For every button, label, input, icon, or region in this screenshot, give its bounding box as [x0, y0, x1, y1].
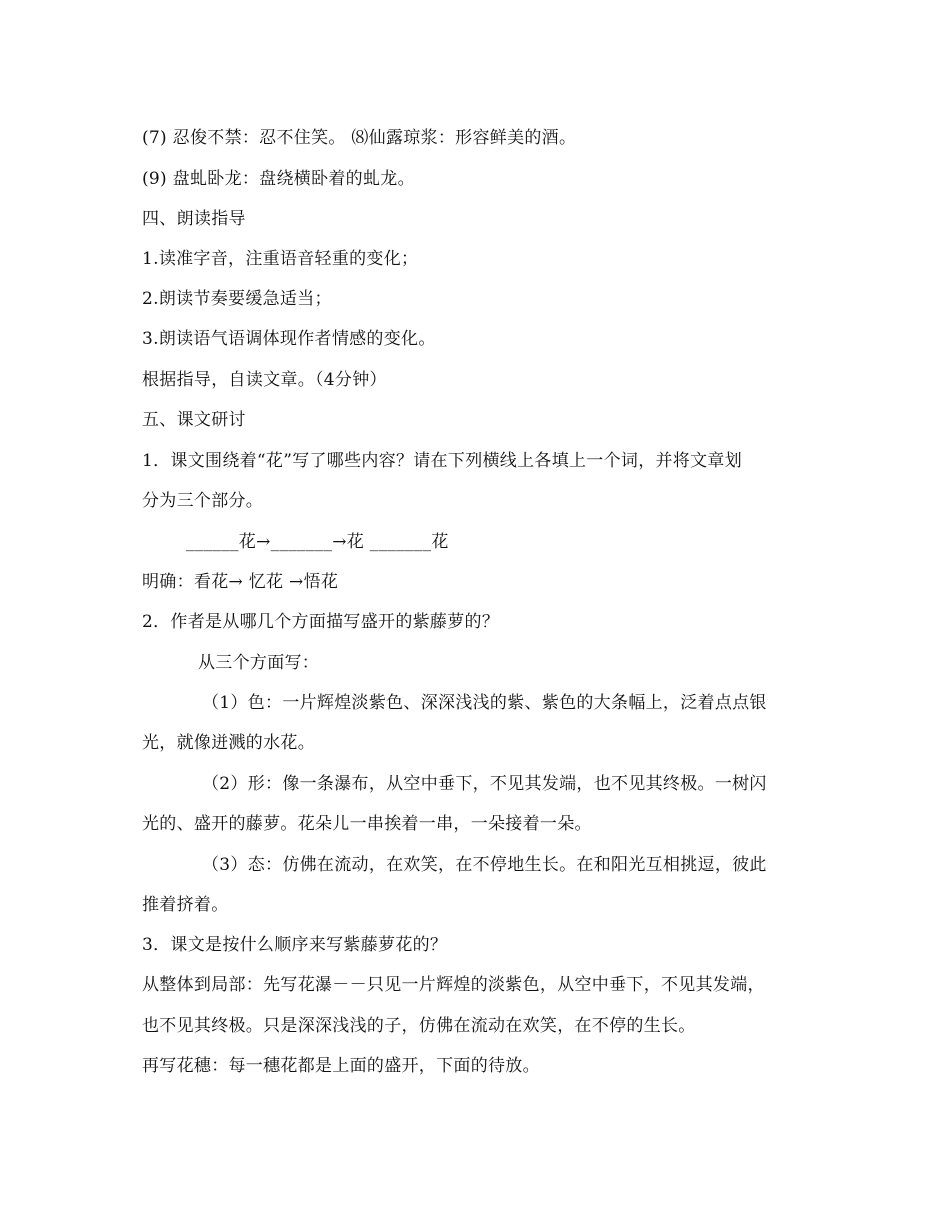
- question-1-line-1: 1．课文围绕着“花”写了哪些内容？请在下列横线上各填上一个词，并将文章划: [142, 451, 742, 471]
- question-2: 2．作者是从哪几个方面描写盛开的紫藤萝的？: [142, 612, 500, 632]
- section-heading-reading-guide: 四、朗读指导: [142, 209, 246, 229]
- answer-2-shape-line-2: 光的、盛开的藤萝。花朵儿一串挨着一串，一朵接着一朵。: [142, 814, 592, 834]
- self-reading-instruction: 根据指导，自读文章。（4分钟）: [142, 370, 387, 390]
- question-1-line-2: 分为三个部分。: [142, 491, 264, 511]
- fill-in-blanks: ______花→_______→花 _______花: [186, 532, 449, 552]
- answer-2-color-line-1: （1）色：一片辉煌淡紫色、深深浅浅的紫、紫色的大条幅上，泛着点点银: [202, 693, 767, 713]
- answer-2-color-line-2: 光，就像迸溅的水花。: [142, 733, 315, 753]
- section-heading-text-study: 五、课文研讨: [142, 410, 246, 430]
- answer-3-line-2: 也不见其终极。只是深深浅浅的子，仿佛在流动在欢笑，在不停的生长。: [142, 1016, 696, 1036]
- answer-3-line-3: 再写花穗：每一穗花都是上面的盛开，下面的待放。: [142, 1056, 540, 1076]
- answer-2-state-line-1: （3）态：仿佛在流动，在欢笑，在不停地生长。在和阳光互相挑逗，彼此: [202, 855, 767, 875]
- answer-2-shape-line-1: （2）形：像一条瀑布，从空中垂下，不见其发端，也不见其终极。一树闪: [202, 774, 767, 794]
- answer-2-intro: 从三个方面写：: [198, 653, 320, 673]
- reading-guide-item-1: 1.读准字音，注重语音轻重的变化；: [142, 249, 419, 269]
- reading-guide-item-2: 2.朗读节奏要缓急适当；: [142, 289, 332, 309]
- answer-3-line-1: 从整体到局部：先写花瀑－－只见一片辉煌的淡紫色，从空中垂下，不见其发端，: [142, 975, 765, 995]
- note-line-7-8: (7) 忍俊不禁：忍不住笑。 ⑻仙露琼浆：形容鲜美的酒。: [142, 128, 577, 148]
- answer-2-state-line-2: 推着挤着。: [142, 895, 229, 915]
- note-line-9: (9) 盘虬卧龙：盘绕横卧着的虬龙。: [142, 169, 415, 189]
- reading-guide-item-3: 3.朗读语气语调体现作者情感的变化。: [142, 329, 436, 349]
- question-3: 3．课文是按什么顺序来写紫藤萝花的？: [142, 935, 448, 955]
- answer-1: 明确：看花→ 忆花 →悟花: [142, 572, 339, 592]
